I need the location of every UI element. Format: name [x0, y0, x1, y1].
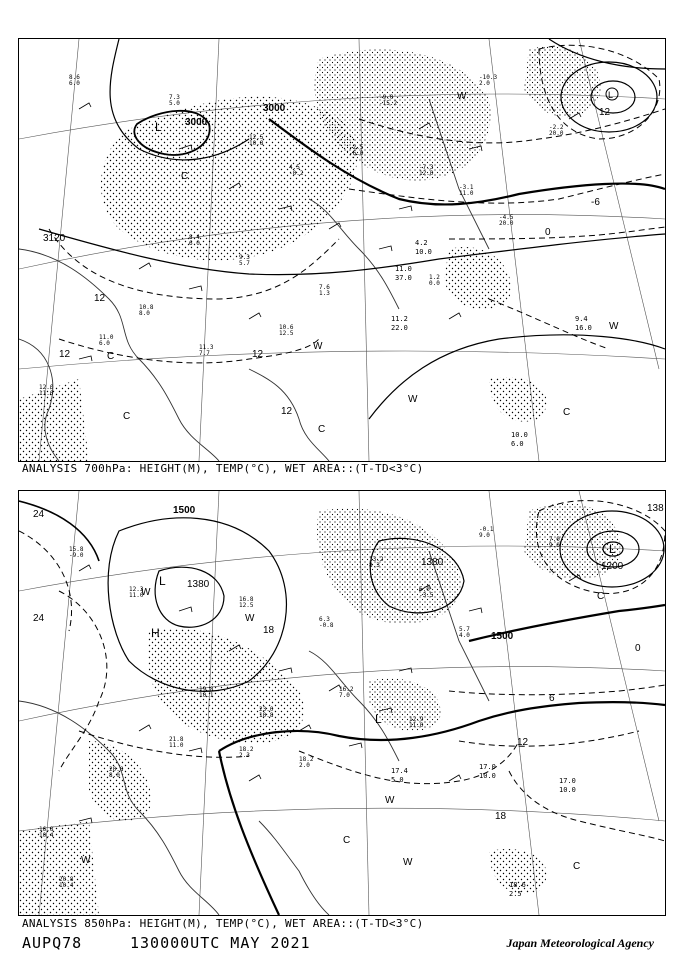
svg-text:21.8: 21.8	[169, 736, 184, 743]
station-value: 17.0	[479, 763, 496, 771]
contour-label: 0	[545, 227, 551, 238]
high-center: H	[151, 626, 160, 640]
svg-text:20.0: 20.0	[499, 220, 514, 227]
svg-text:10.6: 10.6	[279, 324, 294, 331]
svg-text:16.8: 16.8	[239, 596, 254, 603]
svg-text:-0.1: -0.1	[479, 526, 494, 533]
wet-area-stipple	[19, 46, 601, 461]
svg-text:12.5: 12.5	[249, 134, 264, 141]
svg-text:11.3: 11.3	[199, 344, 214, 351]
caption-700hpa: ANALYSIS 700hPa: HEIGHT(M), TEMP(°C), WET AREA::(T-TD<3°C)	[22, 462, 424, 475]
svg-text:12.5: 12.5	[279, 330, 294, 337]
svg-text:20.8: 20.8	[109, 766, 124, 773]
low-center: L	[159, 574, 166, 588]
cold-label: C	[107, 351, 115, 362]
svg-text:12.9: 12.9	[409, 716, 424, 723]
map-panel-850hpa	[18, 490, 666, 916]
svg-text:1.2: 1.2	[429, 274, 440, 281]
svg-text:20.0: 20.0	[549, 130, 564, 137]
svg-text:13.2: 13.2	[369, 556, 384, 563]
low-center: L	[155, 120, 162, 134]
warm-label: W	[313, 341, 323, 352]
svg-text:7.0: 7.0	[339, 692, 350, 699]
svg-text:5.0: 5.0	[169, 100, 180, 107]
station-value: 22.0	[391, 324, 408, 332]
svg-text:7.3: 7.3	[169, 94, 180, 101]
contour-label: 18	[495, 811, 507, 822]
low-center: L	[608, 90, 614, 100]
svg-text:-6.0: -6.0	[349, 150, 364, 157]
cold-label: C	[181, 171, 189, 182]
svg-text:10.8: 10.8	[259, 712, 274, 719]
svg-text:2.3: 2.3	[239, 752, 250, 759]
svg-text:12.0: 12.0	[39, 384, 54, 391]
station-value: 11.2	[391, 315, 408, 323]
svg-text:10.4: 10.4	[39, 832, 54, 839]
svg-text:9.0: 9.0	[479, 532, 490, 539]
svg-text:9.0: 9.0	[549, 542, 560, 549]
contour-label: 18	[263, 625, 275, 636]
contour-label: 6	[549, 693, 555, 704]
svg-text:10.8: 10.8	[249, 140, 264, 147]
svg-text:18.2: 18.2	[239, 746, 254, 753]
contour-label: 138	[647, 503, 664, 514]
svg-text:10.4: 10.4	[59, 882, 74, 889]
station-value: 37.0	[395, 274, 412, 282]
station-value: 17.0	[559, 777, 576, 785]
contour-label: 12	[599, 107, 611, 118]
svg-text:12.0: 12.0	[419, 170, 434, 177]
station-value: 17.4	[391, 767, 408, 775]
warm-label: W	[408, 394, 418, 405]
contour-label: 12	[94, 293, 106, 304]
svg-text:5.7: 5.7	[239, 260, 250, 267]
map-850hpa	[19, 491, 665, 915]
svg-text:6.0: 6.0	[69, 80, 80, 87]
station-value: 16.0	[575, 324, 592, 332]
cold-label: C	[343, 835, 351, 846]
contour-label: 1500	[173, 505, 196, 516]
svg-text:-9.0: -9.0	[69, 552, 84, 559]
svg-text:-0.8: -0.8	[319, 622, 334, 629]
svg-text:8.4: 8.4	[189, 234, 200, 241]
warm-label: W	[141, 587, 151, 598]
svg-text:6.0: 6.0	[419, 586, 430, 593]
svg-text:2.0: 2.0	[479, 80, 490, 87]
svg-text:-3.1: -3.1	[459, 184, 474, 191]
svg-text:-0.2: -0.2	[289, 170, 304, 177]
station-value: 10.0	[479, 772, 496, 780]
svg-text:12.3: 12.3	[129, 586, 144, 593]
warm-label: W	[609, 321, 619, 332]
cold-label: C	[123, 411, 131, 422]
svg-text:6.0: 6.0	[189, 240, 200, 247]
contour-label: 3000	[185, 117, 208, 128]
svg-text:11.0: 11.0	[409, 722, 424, 729]
contour-label: 1380	[187, 579, 210, 590]
warm-label: W	[81, 855, 91, 866]
svg-text:2.0: 2.0	[299, 762, 310, 769]
svg-text:-15.2: -15.2	[379, 100, 398, 107]
station-value: 2.5	[509, 890, 522, 898]
cold-label: C	[563, 407, 571, 418]
svg-text:-7.3: -7.3	[419, 164, 434, 171]
svg-text:-10.3: -10.3	[479, 74, 498, 81]
svg-text:8.6: 8.6	[69, 74, 80, 81]
contour-label: 3120	[43, 233, 66, 244]
station-value: 18.6	[509, 881, 526, 889]
svg-text:4.0: 4.0	[459, 632, 470, 639]
svg-text:9.3: 9.3	[239, 254, 250, 261]
svg-text:11.0: 11.0	[129, 592, 144, 599]
contour-label: 12	[59, 349, 71, 360]
svg-text:-3.5: -3.5	[419, 592, 434, 599]
svg-text:7.7: 7.7	[199, 350, 210, 357]
svg-text:7.6: 7.6	[319, 284, 330, 291]
contour-label: 1500	[491, 631, 514, 642]
contour-label: 24	[33, 509, 45, 520]
svg-text:16.2: 16.2	[339, 686, 354, 693]
svg-text:4.5: 4.5	[289, 164, 300, 171]
svg-text:20.8: 20.8	[59, 876, 74, 883]
svg-text:6.3: 6.3	[319, 616, 330, 623]
svg-text:16.8: 16.8	[39, 826, 54, 833]
station-value: 5.0	[391, 776, 404, 784]
svg-text:-9.0: -9.0	[379, 94, 394, 101]
warm-label: W	[245, 613, 255, 624]
svg-text:-2.5: -2.5	[349, 144, 364, 151]
svg-text:8.3: 8.3	[369, 562, 380, 569]
contour-label: -6	[591, 197, 600, 208]
station-value: 4.2	[415, 239, 428, 247]
svg-text:0.0: 0.0	[429, 280, 440, 287]
svg-text:-2.2: -2.2	[549, 124, 564, 131]
contour-label: 24	[33, 613, 45, 624]
svg-text:10.1: 10.1	[199, 692, 214, 699]
svg-text:23.0: 23.0	[259, 706, 274, 713]
svg-text:11.0: 11.0	[39, 390, 54, 397]
svg-text:-4.5: -4.5	[499, 214, 514, 221]
cold-label: C	[573, 861, 581, 872]
station-value: 11.0	[395, 265, 412, 273]
warm-label: W	[403, 857, 413, 868]
contour-label: 12	[517, 737, 529, 748]
station-value: 6.0	[511, 440, 524, 448]
station-value: 10.0	[415, 248, 432, 256]
agency-name: Japan Meteorological Agency	[506, 936, 654, 950]
svg-text:12.5: 12.5	[239, 602, 254, 609]
warm-label: W	[385, 795, 395, 806]
station-value: 10.0	[559, 786, 576, 794]
station-value: 9.4	[575, 315, 588, 323]
svg-text:6.0: 6.0	[99, 340, 110, 347]
station-value: 10.0	[511, 431, 528, 439]
contour-label: 12	[281, 406, 293, 417]
contour-label: 1380	[421, 557, 444, 568]
svg-text:18.2: 18.2	[299, 756, 314, 763]
contour-label: 3000	[263, 103, 286, 114]
svg-text:5.7: 5.7	[459, 626, 470, 633]
svg-text:7.0: 7.0	[549, 536, 560, 543]
bulletin-code: AUPQ78	[22, 934, 83, 952]
svg-text:11.0: 11.0	[459, 190, 474, 197]
valid-time: 130000UTC MAY 2021	[130, 934, 311, 952]
svg-text:1.3: 1.3	[319, 290, 330, 297]
map-700hpa	[19, 39, 665, 461]
svg-text:11.0: 11.0	[169, 742, 184, 749]
contour-label: 1200	[601, 561, 624, 572]
contour-label: 0	[635, 643, 641, 654]
cold-label: C	[318, 424, 326, 435]
caption-850hpa: ANALYSIS 850hPa: HEIGHT(M), TEMP(°C), WET AREA::(T-TD<3°C)	[22, 917, 424, 930]
svg-text:8.0: 8.0	[109, 772, 120, 779]
map-panel-700hpa	[18, 38, 666, 462]
cold-label: C	[597, 591, 605, 602]
wind-barbs	[79, 565, 581, 823]
svg-text:19.8: 19.8	[199, 686, 214, 693]
svg-text:11.0: 11.0	[99, 334, 114, 341]
svg-text:8.0: 8.0	[139, 310, 150, 317]
contour-label: 12	[252, 349, 264, 360]
low-center: L	[609, 542, 616, 556]
low-center: L	[375, 712, 382, 726]
warm-label: W	[457, 91, 467, 102]
svg-text:15.8: 15.8	[69, 546, 84, 553]
svg-text:10.8: 10.8	[139, 304, 154, 311]
